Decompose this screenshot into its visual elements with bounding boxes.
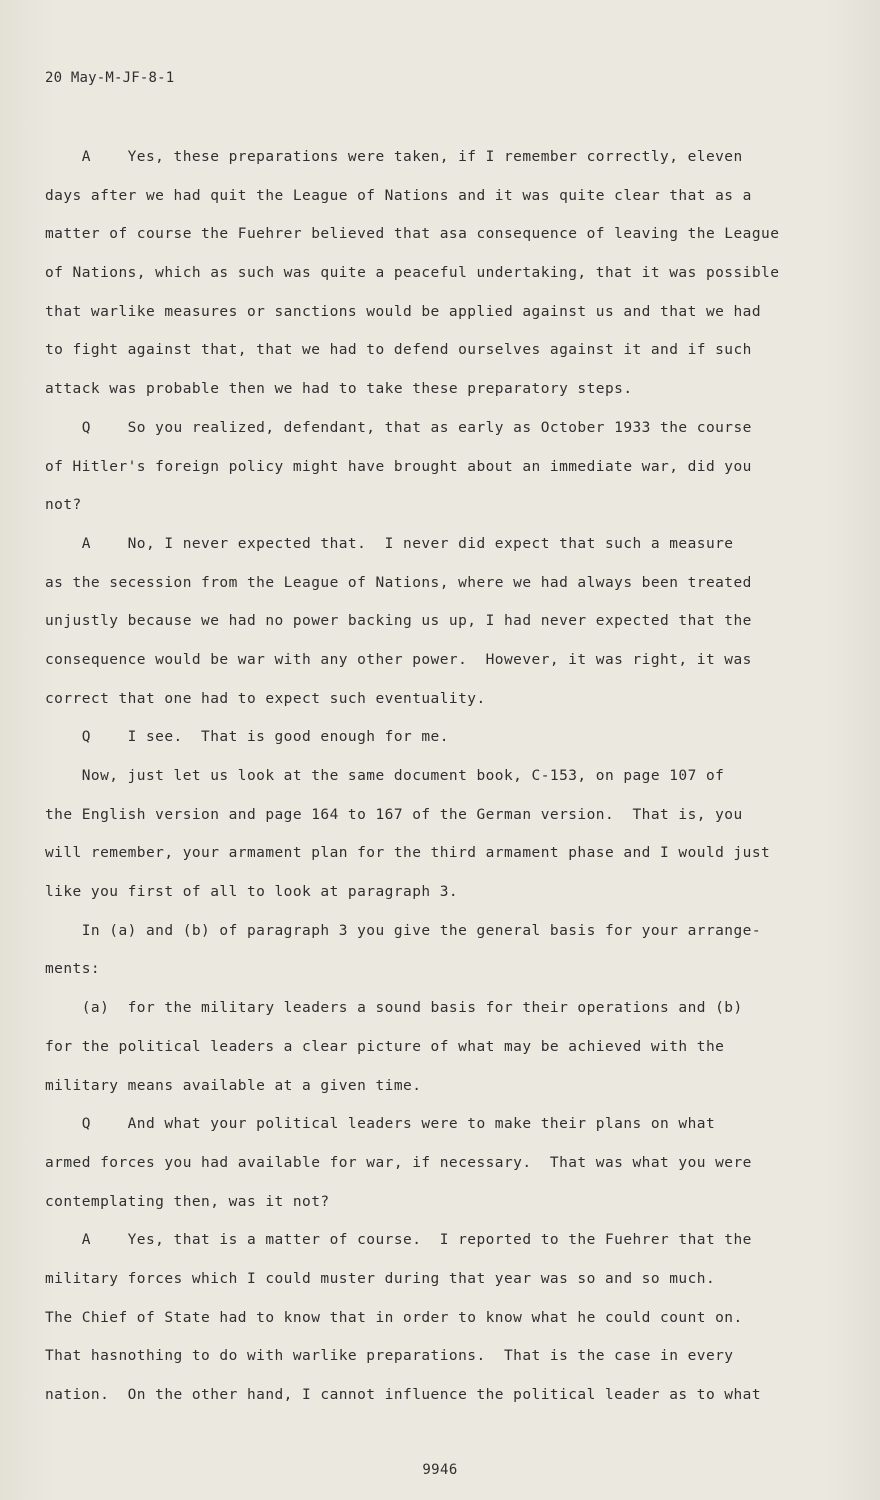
page-number: 9946 <box>422 1462 458 1478</box>
text-line: not? <box>45 497 82 514</box>
text-line: will remember, your armament plan for the third armament phase and I would just <box>45 845 771 862</box>
text-line: contemplating then, was it not? <box>45 1193 330 1210</box>
text-line: consequence would be war with any other power. However, it was right, it was <box>45 651 752 668</box>
text-line: unjustly because we had no power backing us up, I had never expected that the <box>45 613 752 630</box>
text-line: correct that one had to expect such eventuality. <box>45 690 486 707</box>
text-line: In (a) and (b) of paragraph 3 you give the general basis for your arrange- <box>45 922 762 939</box>
text-line: A Yes, these preparations were taken, if I remember correctly, eleven <box>45 149 743 165</box>
text-line: nation. On the other hand, I cannot influence the political leader as to what <box>45 1387 762 1403</box>
text-line: like you first of all to look at paragraph 3. <box>45 884 459 901</box>
text-line: days after we had quit the League of Nations and it was quite clear that as a <box>45 187 752 204</box>
text-line: The Chief of State had to know that in order to know what he could count on. <box>45 1309 743 1326</box>
text-line: attack was probable then we had to take these preparatory steps. <box>45 381 633 398</box>
text-line: of Hitler's foreign policy might have brought about an immediate war, did you <box>45 458 752 475</box>
text-line: military forces which I could muster during that year was so and so much. <box>45 1270 716 1287</box>
text-line: matter of course the Fuehrer believed that asa consequence of leaving the League <box>45 226 780 243</box>
text-line: that warlike measures or sanctions would be applied against us and that we had <box>45 303 762 320</box>
transcript-body <box>45 146 825 1423</box>
text-line: A Yes, that is a matter of course. I reported to the Fuehrer that the <box>45 1232 752 1249</box>
text-line: military means available at a given time. <box>45 1077 422 1094</box>
text-line: Q And what your political leaders were to make their plans on what <box>45 1116 716 1133</box>
text-line: the English version and page 164 to 167 of the German version. That is, you <box>45 806 743 823</box>
document-reference: 20 May-M-JF-8-1 <box>45 70 175 86</box>
text-line: for the political leaders a clear picture of what may be achieved with the <box>45 1038 725 1055</box>
text-line: That hasnothing to do with warlike preparations. That is the case in every <box>45 1348 734 1365</box>
text-line: Q So you realized, defendant, that as early as October 1933 the course <box>45 419 752 436</box>
text-line: Now, just let us look at the same document book, C-153, on page 107 of <box>45 768 725 784</box>
text-line: (a) for the military leaders a sound basis for their operations and (b) <box>45 1000 743 1017</box>
text-line: as the secession from the League of Nations, where we had always been treated <box>45 574 752 591</box>
text-line: Q I see. That is good enough for me. <box>45 729 449 746</box>
text-line: A No, I never expected that. I never did expect that such a measure <box>45 535 734 552</box>
text-line: armed forces you had available for war, if necessary. That was what you were <box>45 1154 752 1171</box>
text-line: to fight against that, that we had to defend ourselves against it and if such <box>45 342 752 359</box>
text-line: ments: <box>45 961 101 978</box>
text-line: of Nations, which as such was quite a peaceful undertaking, that it was possible <box>45 265 780 282</box>
